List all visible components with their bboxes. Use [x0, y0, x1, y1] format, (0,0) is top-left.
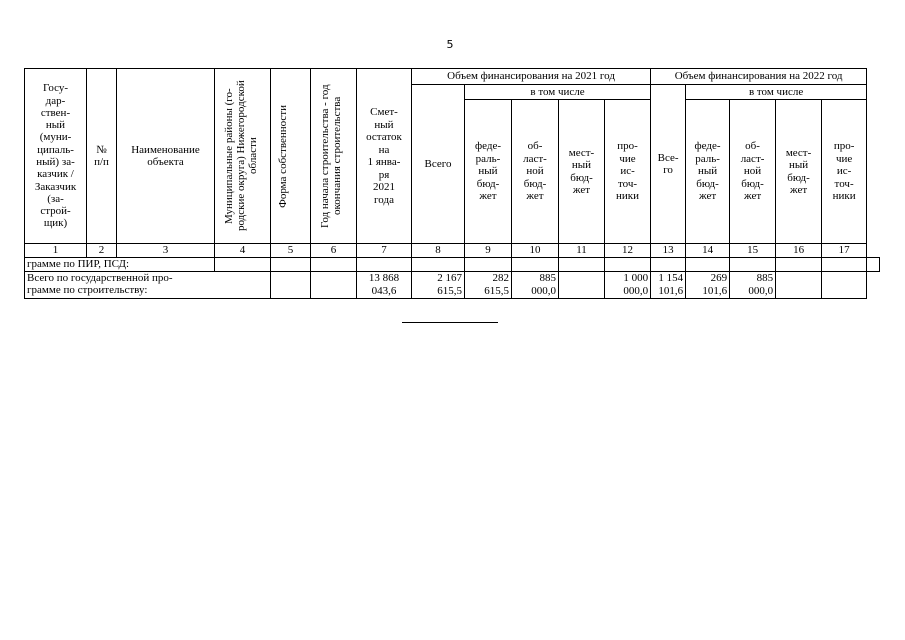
header-regional-2022: об- ласт- ной бюд- жет	[730, 100, 776, 244]
column-number: 17	[822, 244, 867, 258]
table-cell: 282 615,5	[465, 271, 512, 298]
column-number: 3	[117, 244, 215, 258]
page-number: 5	[446, 38, 454, 51]
row-label: Всего по государственной про- грамме по строительству:	[25, 271, 271, 298]
header-local-2021: мест- ный бюд- жет	[559, 100, 605, 244]
table-cell	[605, 258, 651, 272]
header-total-2022: Все- го	[651, 85, 686, 244]
column-number: 11	[559, 244, 605, 258]
table-row-total-construction	[25, 271, 880, 298]
header-customer: Госу- дар- ствен- ный (муни- ципаль- ный) за- казчик / Заказчик (за- строй- щик)	[25, 69, 87, 244]
column-number: 8	[412, 244, 465, 258]
column-number: 13	[651, 244, 686, 258]
header-funding-2021: Объем финансирования на 2021 год	[412, 69, 651, 85]
footer-rule	[402, 322, 498, 323]
header-construction-years: Год начала строительства - год окончания строительства	[311, 69, 357, 244]
table-cell	[465, 258, 512, 272]
column-number: 7	[357, 244, 412, 258]
funding-table	[24, 68, 880, 299]
table-cell	[822, 271, 867, 298]
header-number: № п/п	[87, 69, 117, 244]
header-federal-2021: феде- раль- ный бюд- жет	[465, 100, 512, 244]
header-estimated-balance: Смет- ный остаток на 1 янва- ря 2021 года	[357, 69, 412, 244]
table-cell	[215, 258, 271, 272]
table-cell	[357, 258, 412, 272]
table-row-pir	[25, 258, 880, 272]
header-local-2022: мест- ный бюд- жет	[776, 100, 822, 244]
table-cell	[512, 258, 559, 272]
table-cell: 13 868 043,6	[357, 271, 412, 298]
table-cell: 885 000,0	[730, 271, 776, 298]
table-cell	[686, 258, 730, 272]
header-other-2021: про- чие ис- точ- ники	[605, 100, 651, 244]
table-cell	[559, 258, 605, 272]
column-number: 15	[730, 244, 776, 258]
table-cell	[776, 258, 822, 272]
table-cell	[867, 258, 880, 272]
table-cell: 1 000 000,0	[605, 271, 651, 298]
header-other-2022: про- чие ис- точ- ники	[822, 100, 867, 244]
table-cell	[311, 271, 357, 298]
table-cell: 1 154 101,6	[651, 271, 686, 298]
header-object-name: Наименование объекта	[117, 69, 215, 244]
column-number: 9	[465, 244, 512, 258]
header-including-2022: в том числе	[686, 85, 867, 100]
column-number: 1	[25, 244, 87, 258]
table-cell	[822, 258, 867, 272]
header-funding-2022: Объем финансирования на 2022 год	[651, 69, 867, 85]
table-cell	[412, 258, 465, 272]
header-including-2021: в том числе	[465, 85, 651, 100]
column-number: 16	[776, 244, 822, 258]
header-municipal-districts: Муниципальные районы (го-родские округа) Нижегородской области	[215, 69, 271, 244]
column-number: 6	[311, 244, 357, 258]
table-cell	[730, 258, 776, 272]
row-label: грамме по ПИР, ПСД:	[25, 258, 215, 272]
column-number: 4	[215, 244, 271, 258]
column-number: 5	[271, 244, 311, 258]
column-number-row	[25, 244, 880, 258]
column-number: 14	[686, 244, 730, 258]
table-cell: 2 167 615,5	[412, 271, 465, 298]
header-regional-2021: об- ласт- ной бюд- жет	[512, 100, 559, 244]
table-cell: 885 000,0	[512, 271, 559, 298]
column-number: 10	[512, 244, 559, 258]
column-number: 12	[605, 244, 651, 258]
table-cell: 269 101,6	[686, 271, 730, 298]
table-cell	[311, 258, 357, 272]
table-cell	[776, 271, 822, 298]
table-cell	[651, 258, 686, 272]
table-cell	[559, 271, 605, 298]
header-total-2021: Всего	[412, 85, 465, 244]
table-cell	[271, 271, 311, 298]
table-cell	[271, 258, 311, 272]
column-number: 2	[87, 244, 117, 258]
header-ownership-form: Форма собственности	[271, 69, 311, 244]
header-federal-2022: феде- раль- ный бюд- жет	[686, 100, 730, 244]
